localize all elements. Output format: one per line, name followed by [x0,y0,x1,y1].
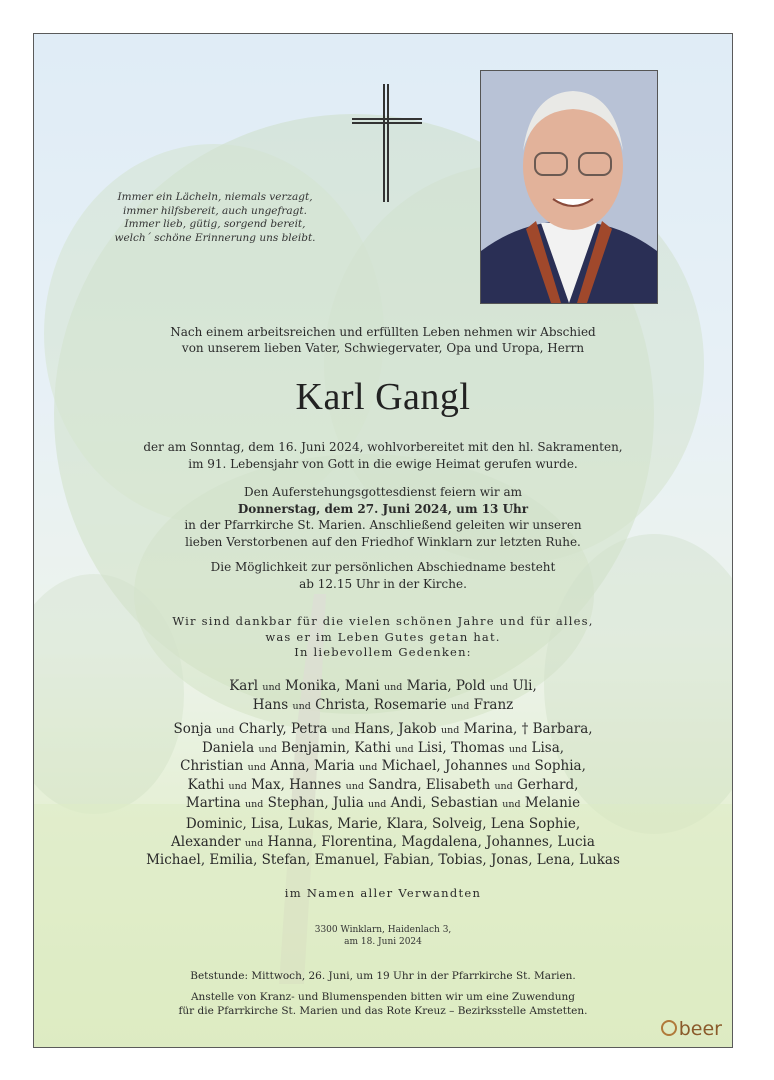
family-grandchildren [34,721,732,814]
address-block [34,924,732,948]
death-notice [34,439,732,473]
family-great-grandchildren [34,816,732,870]
family-line: Sonja und Charly, Petra und Hans, Jakob und Marina, † Barbara, [173,721,593,737]
thanks-line-1: Wir sind dankbar für die vielen schönen Jahre und für alles, [172,614,594,628]
family-line: Dominic, Lisa, Lukas, Marie, Klara, Solveig, Lena Sophie, [185,816,581,832]
mass-line-1: Den Auferstehungsgottesdienst feiern wir am [244,485,522,499]
mass-date: Donnerstag, dem 27. Juni 2024, um 13 Uhr [237,501,529,516]
thanks-line-3: In liebevollem Gedenken: [294,645,472,659]
mass-line-4: lieben Verstorbenen auf den Friedhof Winklarn zur letzten Ruhe. [185,534,581,549]
memorial-quote [100,191,330,245]
obituary-card [33,33,733,1048]
donation-line-1: Anstelle von Kranz- und Blumenspenden bitten wir um eine Zuwendung [190,991,576,1003]
family-line: Kathi und Max, Hannes und Sandra, Elisabeth und Gerhard, [187,776,579,793]
family-line: Daniela und Benjamin, Kathi und Lisi, Thomas und Lisa, [201,739,565,756]
quote-line: Immer lieb, gütig, sorgend bereit, [124,218,306,230]
logo-mark-icon [661,1020,677,1036]
address-line-2: am 18. Juni 2024 [344,937,422,947]
address-line-1: 3300 Winklarn, Haidenlach 3, [314,925,452,935]
intro-line-1: Nach einem arbeitsreichen und erfüllten Leben nehmen wir Abschied [170,325,596,339]
family-line: Martina und Stephan, Julia und Andi, Sebastian und Melanie [185,795,581,811]
donation-line-2: für die Pfarrkirche St. Marien und das Rote Kreuz – Bezirksstelle Amstetten. [178,1004,588,1017]
prayer-hour: Betstunde: Mittwoch, 26. Juni, um 19 Uhr in der Pfarrkirche St. Marien. [190,970,576,982]
behalf-text: im Namen aller Verwandten [284,886,482,900]
portrait-photo [480,70,658,304]
death-line-1: der am Sonntag, dem 16. Juni 2024, wohlvorbereitet mit den hl. Sakramenten, [143,440,623,454]
funeral-home-logo: beer [661,1018,722,1040]
thanks-text [34,614,732,661]
mass-line-3: in der Pfarrkirche St. Marien. Anschließend geleiten wir unseren [184,518,582,532]
cross-icon [352,84,422,204]
donation-note [34,991,732,1018]
family-children [34,678,732,715]
family-line: Michael, Emilia, Stefan, Emanuel, Fabian, Tobias, Jonas, Lena, Lukas [146,852,620,868]
death-line-2: im 91. Lebensjahr von Gott in die ewige Heimat gerufen wurde. [188,457,578,471]
quote-line: welch´ schöne Erinnerung uns bleibt. [114,231,316,244]
funeral-mass-info [34,484,732,550]
farewell-line-1: Die Möglichkeit zur persönlichen Abschiedname besteht [210,560,556,574]
family-line: Christian und Anna, Maria und Michael, Johannes und Sophia, [180,758,586,774]
deceased-name: Karl Gangl [295,376,471,418]
quote-line: immer hilfsbereit, auch ungefragt. [123,204,307,217]
family-line: Karl und Monika, Mani und Maria, Pold und Uli, [229,678,537,694]
quote-line: Immer ein Lächeln, niemals verzagt, [117,191,313,203]
farewell-line-2: ab 12.15 Uhr in der Kirche. [299,576,467,591]
family-line: Alexander und Hanna, Florentina, Magdalena, Johannes, Lucia [171,833,595,850]
intro-text [34,324,732,356]
family-line: Hans und Christa, Rosemarie und Franz [252,696,514,713]
farewell-info [34,559,732,592]
intro-line-2: von unserem lieben Vater, Schwiegervater, Opa und Uropa, Herrn [181,341,585,355]
thanks-line-2: was er im Leben Gutes getan hat. [265,629,501,644]
